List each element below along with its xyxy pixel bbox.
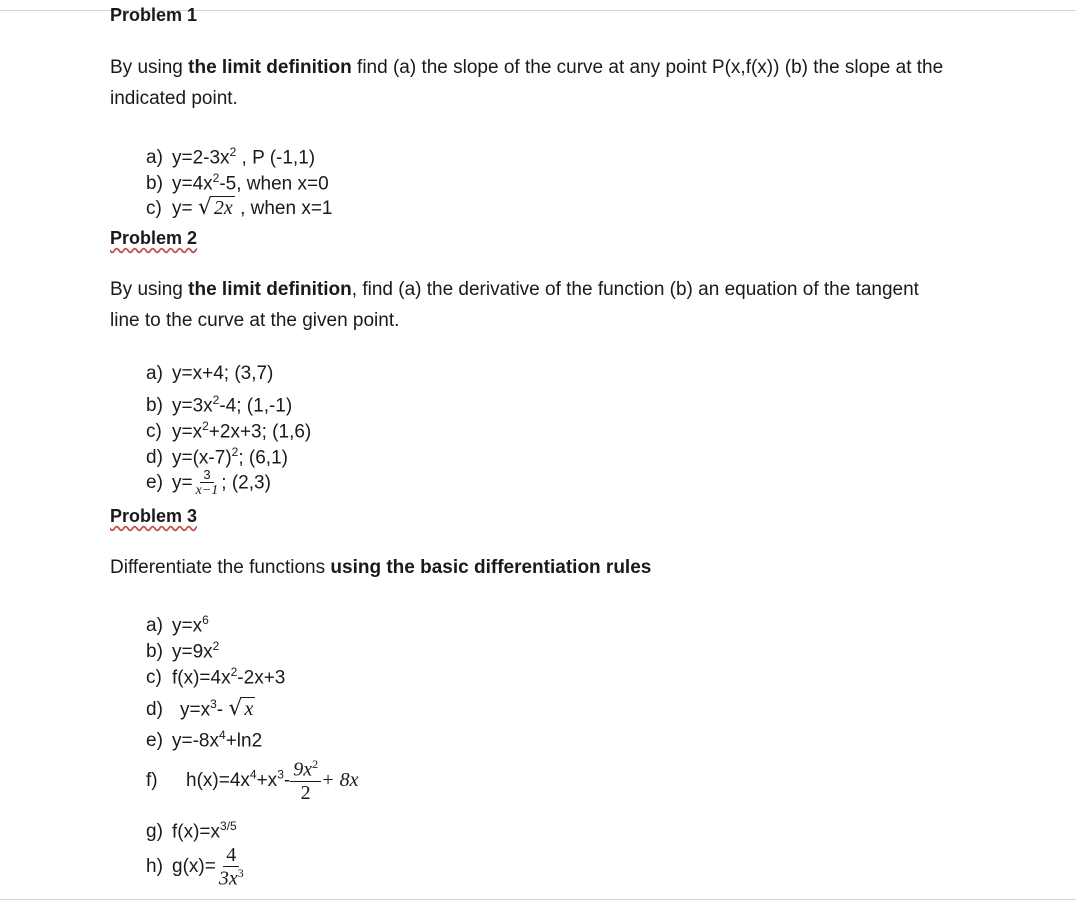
problem2-instructions [110,274,1010,336]
p3-item-e: e) $y=-8x^4+\ln 2$ [146,728,263,752]
problem3-heading: Problem 3 [110,506,198,526]
p2-intro-post: , find (a) the derivative of the function (b) an equation of the tangent [351,279,919,300]
p2-item-b: b) $y=3x^2-4$; (1,-1) [146,393,293,417]
p2-item-d: d) $y=(x-7)^2$; (6,1) [146,445,288,469]
problem1-heading: Problem 1 [110,5,198,25]
p3-item-c: c) $f(x)=4x^2-2x+3$ [146,665,286,689]
p1-intro-post: find (a) the slope of the curve at any point P(x,f(x)) (b) the slope at the [351,57,944,78]
p2-item-a: a) y=x+4; (3,7) [146,363,274,384]
problem1-instructions [110,52,1010,114]
p3-intro-bold: using the basic differentiation rules [330,557,652,578]
p1-intro-line2: indicated point. [110,88,238,109]
p2-item-e: e) y= $\frac{3}{x-1}$ ; (2,3) [146,467,271,499]
problem3-instructions [110,552,1010,583]
bottom-divider [0,899,1076,900]
p3-item-b: b) $y=9x^2$ [146,639,220,663]
fraction: $\frac{9x^2}{2}$ [290,758,321,804]
p2-intro-line2: line to the curve at the given point. [110,310,400,331]
sqrt-symbol: √ x [228,696,254,722]
fraction: $\frac{4}{3x^3}$ [218,844,244,890]
p3-intro-pre: Differentiate the functions [110,557,331,578]
p1-intro-pre: By using [110,57,189,78]
p3-item-f: f) $h(x)=4x^4+x^3-$ $\frac{9x^2}{2}$ + 8x [146,757,359,804]
p2-item-c: c) $y=x^2+2x+3$; (1,6) [146,419,312,443]
p3-item-a: a) $y=x^6$ [146,613,209,637]
p1-item-b: b) $y=4x^2-5$, when x=0 [146,171,329,195]
sqrt-symbol: √ 2x [197,195,233,220]
p3-item-d: d) $y=x^3-$ √ x [146,696,254,722]
p1-item-c: c) y= √ 2x , when x=1 [146,195,333,220]
p2-intro-pre: By using [110,279,189,300]
p2-intro-bold: the limit definition [188,279,352,300]
fraction: $\frac{3}{x-1}$ [195,467,219,499]
p3-item-h: h) g(x)= $\frac{4}{3x^3}$ [146,844,247,890]
p1-intro-bold: the limit definition [188,57,352,78]
p1-item-a: a) $y=2-3x^2$ , P (-1,1) [146,145,316,169]
problem2-heading: Problem 2 [110,228,198,248]
p3-item-g: g) $f(x)=x^{3/5}$ [146,819,237,843]
